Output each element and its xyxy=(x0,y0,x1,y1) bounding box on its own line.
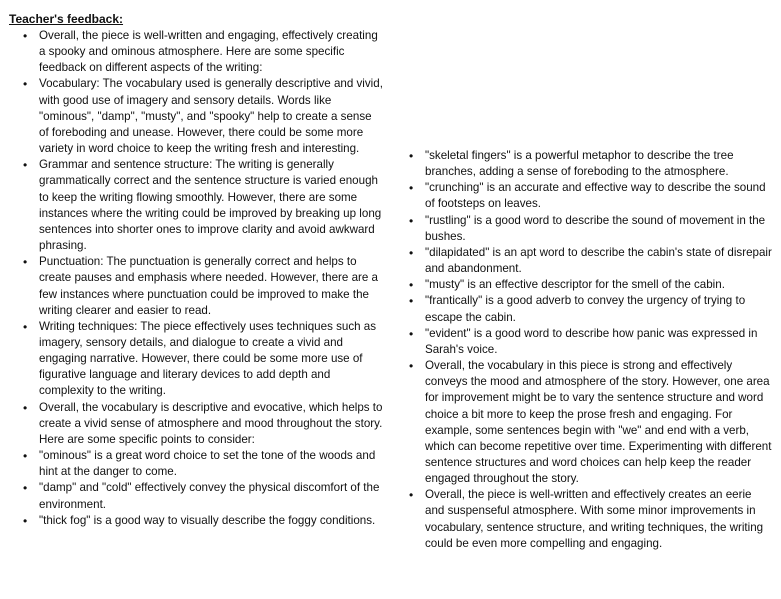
right-feedback-list xyxy=(409,148,772,552)
list-item: • "thick fog" is a good way to visually describe the foggy conditions. xyxy=(23,513,383,529)
list-item: • "rustling" is a good word to describe the sound of movement in the bushes. xyxy=(409,213,772,245)
list-item: • Overall, the vocabulary is descriptive and evocative, which helps to create a vivid sense of atmosphere and mood throughout the story. Here are some specific points to consider: xyxy=(23,400,383,448)
list-item: • "crunching" is an accurate and effective way to describe the sound of footsteps on leaves. xyxy=(409,180,772,212)
list-item: • Punctuation: The punctuation is generally correct and helps to create pauses and emphasis where needed. However, there are a few instances where punctuation could be improved to make the writing clearer and easier to read. xyxy=(23,254,383,319)
list-item: • "damp" and "cold" effectively convey the physical discomfort of the environment. xyxy=(23,480,383,512)
list-item: • Vocabulary: The vocabulary used is generally descriptive and vivid, with good use of imagery and sensory details. Words like "ominous", "damp", "musty", and "spooky" help to create a sense of foreboding and unease. However, there could be some more variety in word choice to keep the writing fresh and interesting. xyxy=(23,76,383,157)
list-item: • "skeletal fingers" is a powerful metaphor to describe the tree branches, adding a sense of foreboding to the atmosphere. xyxy=(409,148,772,180)
left-feedback-list xyxy=(23,28,383,529)
list-item: • "frantically" is a good adverb to convey the urgency of trying to escape the cabin. xyxy=(409,293,772,325)
list-item: • Grammar and sentence structure: The writing is generally grammatically correct and the sentence structure is varied enough to keep the writing flowing smoothly. However, there are some instances where the writing could be improved by breaking up long sentences into shorter ones to improve clarity and avoid awkward phrasing. xyxy=(23,157,383,254)
list-item: • "evident" is a good word to describe how panic was expressed in Sarah's voice. xyxy=(409,326,772,358)
list-item: • Writing techniques: The piece effectively uses techniques such as imagery, sensory details, and dialogue to create a vivid and engaging narrative. However, there could be some more use of figurative language and literary devices to add depth and complexity to the writing. xyxy=(23,319,383,400)
list-item: • Overall, the vocabulary in this piece is strong and effectively conveys the mood and atmosphere of the story. However, one area for improvement might be to vary the sentence structure and word choice a bit more to keep the prose fresh and engaging. For example, some sentences begin with "we" and end with a verb, which can become repetitive over time. Experimenting with different sentence structures and word choices can help keep the reader engaged throughout the story. xyxy=(409,358,772,487)
list-item: • "musty" is an effective descriptor for the smell of the cabin. xyxy=(409,277,772,293)
list-item: • "ominous" is a great word choice to set the tone of the woods and hint at the danger to come. xyxy=(23,448,383,480)
list-item: • Overall, the piece is well-written and effectively creates an eerie and suspenseful atmosphere. With some minor improvements in vocabulary, sentence structure, and writing techniques, the writing could be even more compelling and engaging. xyxy=(409,487,772,552)
list-item: • Overall, the piece is well-written and engaging, effectively creating a spooky and ominous atmosphere. Here are some specific feedback on different aspects of the writing: xyxy=(23,28,383,76)
feedback-heading: Teacher's feedback: xyxy=(9,12,124,26)
list-item: • "dilapidated" is an apt word to describe the cabin's state of disrepair and abandonment. xyxy=(409,245,772,277)
